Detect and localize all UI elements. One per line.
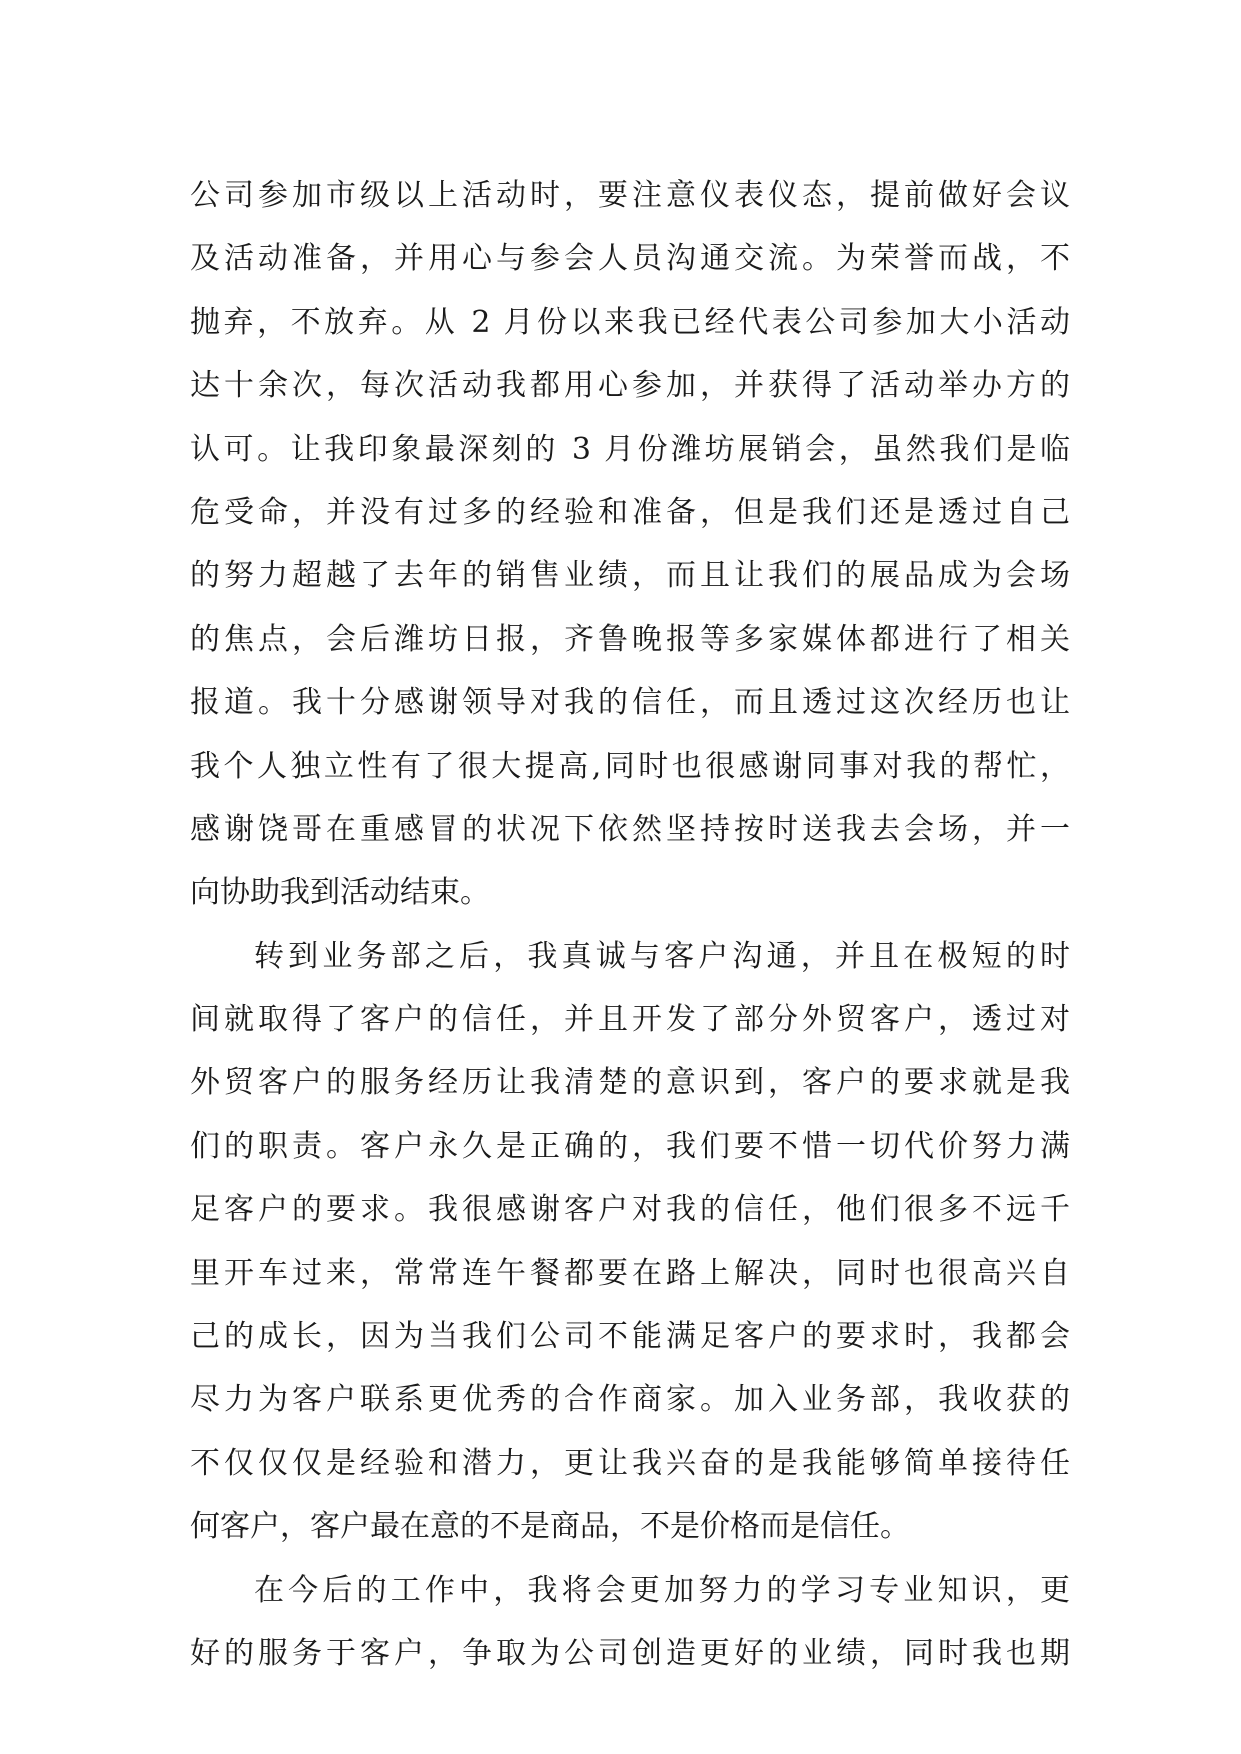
paragraph-end-line: 向协助我到活动结束。	[190, 875, 490, 911]
text-line: 公司参加市级以上活动时，要注意仪表仪态，提前做好会议	[190, 178, 1070, 213]
paragraph-start-line: 转到业务部之后，我真诚与客户沟通，并且在极短的时	[254, 938, 1070, 974]
text-line: 里开车过来，常常连午餐都要在路上解决，同时也很高兴自	[190, 1255, 1070, 1291]
text-line: 认可。让我印象最深刻的 3 月份潍坊展销会，虽然我们是临	[190, 431, 1070, 467]
text-line: 外贸客户的服务经历让我清楚的意识到，客户的要求就是我	[190, 1065, 1070, 1101]
text-line: 己的成长，因为当我们公司不能满足客户的要求时，我都会	[190, 1319, 1070, 1355]
text-line: 好的服务于客户，争取为公司创造更好的业绩，同时我也期	[190, 1635, 1070, 1671]
text-line: 足客户的要求。我很感谢客户对我的信任，他们很多不远千	[190, 1192, 1070, 1228]
text-line: 感谢饶哥在重感冒的状况下依然坚持按时送我去会场，并一	[190, 811, 1070, 847]
text-line: 们的职责。客户永久是正确的，我们要不惜一切代价努力满	[190, 1128, 1070, 1164]
text-line: 抛弃，不放弃。从 2 月份以来我已经代表公司参加大小活动	[190, 304, 1070, 340]
text-line: 及活动准备，并用心与参会人员沟通交流。为荣誉而战，不	[190, 241, 1070, 277]
text-line: 我个人独立性有了很大提高,同时也很感谢同事对我的帮忙，	[190, 748, 1070, 784]
text-line: 达十余次，每次活动我都用心参加，并获得了活动举办方的	[190, 368, 1070, 404]
text-line: 不仅仅仅是经验和潜力，更让我兴奋的是我能够简单接待任	[190, 1445, 1070, 1481]
text-line: 的努力超越了去年的销售业绩，而且让我们的展品成为会场	[190, 558, 1070, 594]
text-line: 尽力为客户联系更优秀的合作商家。加入业务部，我收获的	[190, 1382, 1070, 1418]
text-line: 间就取得了客户的信任，并且开发了部分外贸客户，透过对	[190, 1002, 1070, 1038]
text-line: 危受命，并没有过多的经验和准备，但是我们还是透过自己	[190, 494, 1070, 530]
text-line: 报道。我十分感谢领导对我的信任，而且透过这次经历也让	[190, 685, 1070, 721]
paragraph-end-line: 何客户，客户最在意的不是商品，不是价格而是信任。	[190, 1509, 910, 1545]
body-text	[190, 164, 1070, 1685]
paragraph-start-line: 在今后的工作中，我将会更加努力的学习专业知识，更	[254, 1572, 1070, 1608]
text-line: 的焦点，会后潍坊日报，齐鲁晚报等多家媒体都进行了相关	[190, 621, 1070, 657]
